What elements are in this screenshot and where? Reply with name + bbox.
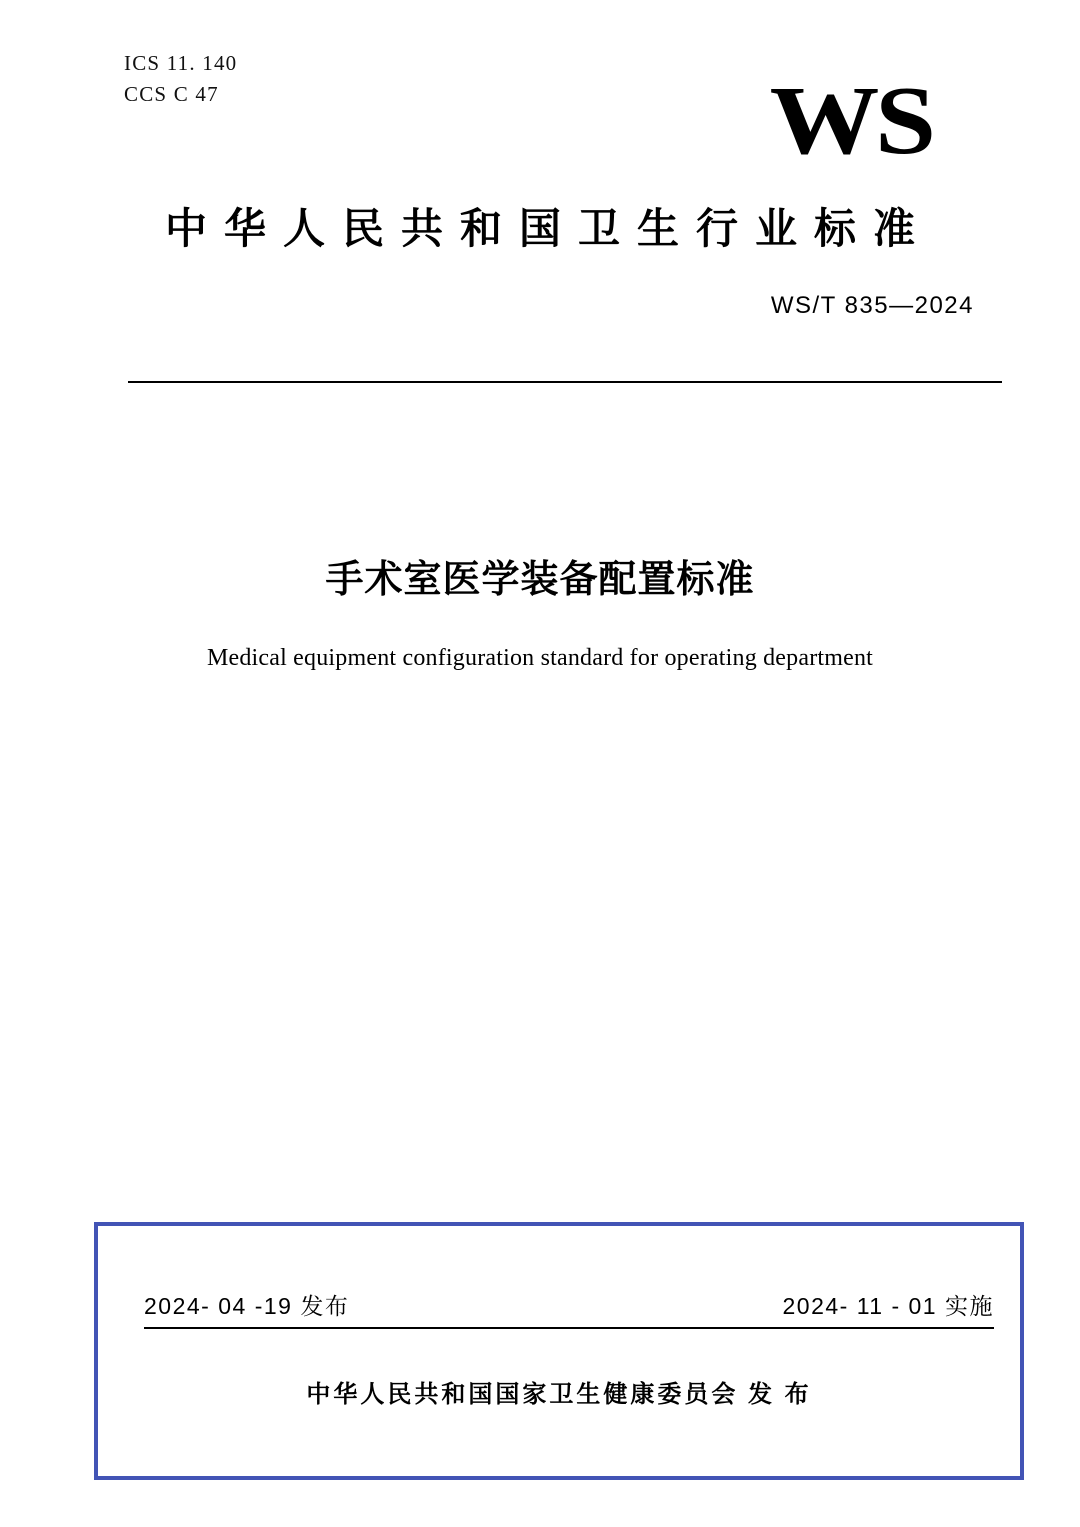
ws-logo: WS [770, 67, 932, 175]
page-title: 中华人民共和国卫生行业标准 [164, 205, 932, 252]
classification-codes [124, 48, 237, 110]
dates-row [144, 1288, 994, 1329]
ics-code: ICS 11. 140 [124, 51, 238, 75]
document-title-english: Medical equipment configuration standard for operating department [206, 645, 874, 671]
header-divider [128, 381, 1002, 383]
ccs-code: CCS C 47 [124, 82, 219, 106]
issuing-authority: 中华人民共和国国家卫生健康委员会 发 布 [306, 1381, 812, 1408]
publication-box [94, 1222, 1024, 1480]
standard-number: WS/T 835—2024 [770, 292, 974, 319]
publish-date: 2024- 04 -19 发布 [144, 1293, 350, 1319]
document-title-chinese: 手术室医学装备配置标准 [325, 559, 755, 601]
implementation-date: 2024- 11 - 01 实施 [782, 1293, 994, 1319]
